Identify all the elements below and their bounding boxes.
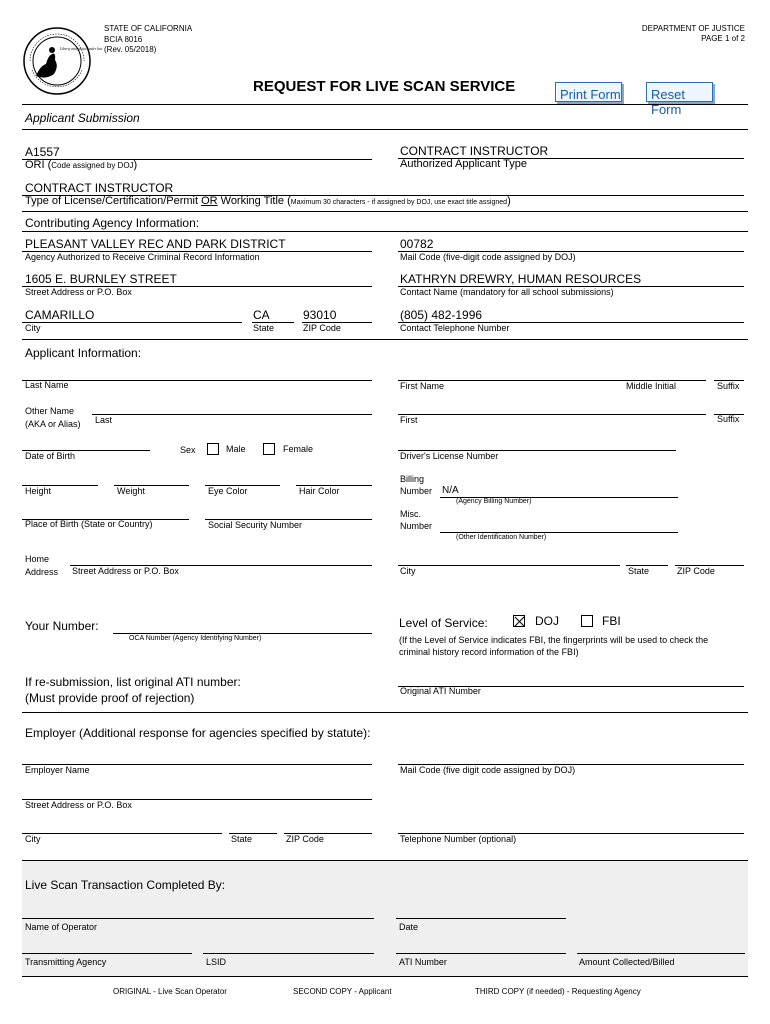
authorized-type-value[interactable]: CONTRACT INSTRUCTOR (400, 144, 549, 158)
billing-number-label: Number (400, 486, 433, 496)
resubmission-note: (Must provide proof of rejection) (25, 691, 195, 705)
agency-city-label: City (25, 323, 41, 333)
agency-name-label: Agency Authorized to Receive Criminal Record Information (25, 252, 260, 262)
home-state-label: State (628, 566, 650, 576)
original-ati-label: Original ATI Number (400, 686, 481, 696)
sex-label: Sex (180, 445, 196, 455)
last-name-label: Last Name (25, 380, 69, 390)
employer-phone-label: Telephone Number (optional) (400, 834, 517, 844)
agency-street-value[interactable]: 1605 E. BURNLEY STREET (25, 272, 177, 286)
ati-number-label: ATI Number (399, 957, 447, 967)
lsid-field[interactable] (203, 953, 374, 954)
form-title: REQUEST FOR LIVE SCAN SERVICE (253, 78, 516, 95)
hair-color-label: Hair Color (299, 486, 340, 496)
other-last-field[interactable] (92, 414, 372, 415)
employer-heading: Employer (Additional response for agencies specified by statute): (25, 726, 371, 740)
date-field[interactable] (396, 918, 566, 919)
misc-label: Misc. (400, 509, 421, 519)
other-last-label: Last (95, 415, 113, 425)
reset-form-button[interactable]: Reset Form (646, 82, 713, 102)
billing-note: (Agency Billing Number) (456, 498, 532, 505)
ori-label: ORI (Code assigned by DOJ) (25, 159, 138, 171)
agency-name-value[interactable]: PLEASANT VALLEY REC AND PARK DISTRICT (25, 237, 286, 251)
home-zip-label: ZIP Code (677, 566, 715, 576)
other-name-label: Other Name (25, 406, 75, 416)
first-name-label: First Name (400, 381, 445, 391)
misc-number-field[interactable] (440, 532, 678, 533)
agency-street-label: Street Address or P.O. Box (25, 287, 132, 297)
form-number: BCIA 8016 (104, 35, 143, 44)
fbi-note-line-1: (If the Level of Service indicates FBI, the fingerprints will be used to check the (399, 635, 709, 645)
middle-initial-label: Middle Initial (626, 381, 677, 391)
form-revision: (Rev. 05/2018) (104, 45, 157, 54)
fbi-checkbox[interactable] (581, 615, 593, 627)
misc-note: (Other Identification Number) (456, 534, 547, 541)
ori-value[interactable]: A1557 (25, 145, 60, 159)
department-label: DEPARTMENT OF JUSTICE (641, 24, 745, 33)
height-label: Height (25, 486, 52, 496)
male-label: Male (226, 444, 246, 454)
employer-zip-label: ZIP Code (286, 834, 324, 844)
drivers-license-label: Driver's License Number (400, 451, 499, 461)
print-form-button[interactable]: Print Form (555, 82, 622, 102)
fbi-label: FBI (602, 614, 621, 628)
agency-city-value[interactable]: CAMARILLO (25, 308, 95, 322)
other-first-field[interactable] (398, 414, 706, 415)
live-scan-heading: Live Scan Transaction Completed By: (25, 878, 226, 892)
female-checkbox[interactable] (263, 443, 275, 455)
other-first-label: First (400, 415, 418, 425)
other-suffix-label: Suffix (717, 414, 740, 424)
home-label: Home (25, 554, 50, 564)
lsid-label: LSID (206, 957, 227, 967)
agency-zip-value[interactable]: 93010 (303, 308, 337, 322)
eye-color-label: Eye Color (208, 486, 248, 496)
home-city-field[interactable] (398, 565, 620, 566)
doj-checkbox[interactable] (513, 615, 525, 627)
employer-name-label: Employer Name (25, 765, 90, 775)
state-seal (22, 26, 103, 96)
mail-code-value[interactable]: 00782 (400, 237, 434, 251)
resubmission-label: If re-submission, list original ATI number: (25, 675, 241, 689)
home-address-label: Address (25, 567, 59, 577)
home-street-label: Street Address or P.O. Box (72, 566, 179, 576)
aka-label: (AKA or Alias) (25, 419, 81, 429)
applicant-info-heading: Applicant Information: (25, 346, 142, 360)
contact-name-label: Contact Name (mandatory for all school submissions) (400, 287, 614, 297)
contact-name-value[interactable]: KATHRYN DREWRY, HUMAN RESOURCES (400, 272, 642, 286)
transmitting-agency-field[interactable] (22, 953, 192, 954)
place-of-birth-label: Place of Birth (State or Country) (25, 519, 153, 529)
state-label: STATE OF CALIFORNIA (104, 24, 193, 33)
ssn-label: Social Security Number (208, 520, 303, 530)
operator-name-label: Name of Operator (25, 922, 98, 932)
ati-number-field[interactable] (396, 953, 566, 954)
billing-label: Billing (400, 474, 425, 484)
contact-phone-label: Contact Telephone Number (400, 323, 510, 333)
footer-second-copy: SECOND COPY - Applicant (293, 987, 392, 996)
fbi-note-line-2: criminal history record information of the FBI) (399, 647, 579, 657)
mail-code-label: Mail Code (five-digit code assigned by DOJ) (400, 252, 576, 262)
employer-mail-code-label: Mail Code (five digit code assigned by DOJ) (400, 765, 576, 775)
suffix-label: Suffix (717, 381, 740, 391)
dob-label: Date of Birth (25, 451, 76, 461)
employer-city-label: City (25, 834, 41, 844)
authorized-type-label: Authorized Applicant Type (400, 158, 527, 170)
seal-motto: Liberty and justice under law (60, 47, 103, 51)
amount-field[interactable] (577, 953, 745, 954)
footer-original: ORIGINAL - Live Scan Operator (113, 987, 227, 996)
level-of-service-label: Level of Service: (399, 616, 488, 630)
contact-phone-value[interactable]: (805) 482-1996 (400, 308, 483, 322)
footer-third-copy: THIRD COPY (if needed) - Requesting Agency (475, 987, 641, 996)
amount-label: Amount Collected/Billed (579, 957, 675, 967)
your-number-field[interactable] (113, 633, 372, 634)
misc-number-label: Number (400, 521, 433, 531)
applicant-submission-heading: Applicant Submission (25, 111, 140, 125)
contributing-agency-heading: Contributing Agency Information: (25, 216, 200, 230)
employer-state-label: State (231, 834, 253, 844)
doj-label: DOJ (535, 614, 559, 628)
license-type-value[interactable]: CONTRACT INSTRUCTOR (25, 181, 174, 195)
license-type-label: Type of License/Certification/Permit OR Working Title (Maximum 30 characters - if assigned by DOJ, use exact title assigned) (25, 195, 511, 207)
agency-state-value[interactable]: CA (253, 308, 270, 322)
employer-city-field[interactable] (22, 833, 222, 834)
oca-note: OCA Number (Agency Identifying Number) (129, 635, 262, 642)
weight-label: Weight (117, 486, 145, 496)
operator-name-field[interactable] (22, 918, 374, 919)
last-name-field[interactable] (22, 380, 372, 381)
billing-number-value[interactable]: N/A (442, 485, 459, 496)
home-city-label: City (400, 566, 416, 576)
date-label: Date (399, 922, 419, 932)
female-label: Female (283, 444, 314, 454)
employer-street-label: Street Address or P.O. Box (25, 800, 132, 810)
transmitting-agency-label: Transmitting Agency (25, 957, 107, 967)
your-number-label: Your Number: (25, 619, 99, 633)
male-checkbox[interactable] (207, 443, 219, 455)
page-number: PAGE 1 of 2 (701, 34, 745, 43)
agency-state-label: State (253, 323, 275, 333)
agency-zip-label: ZIP Code (303, 323, 341, 333)
